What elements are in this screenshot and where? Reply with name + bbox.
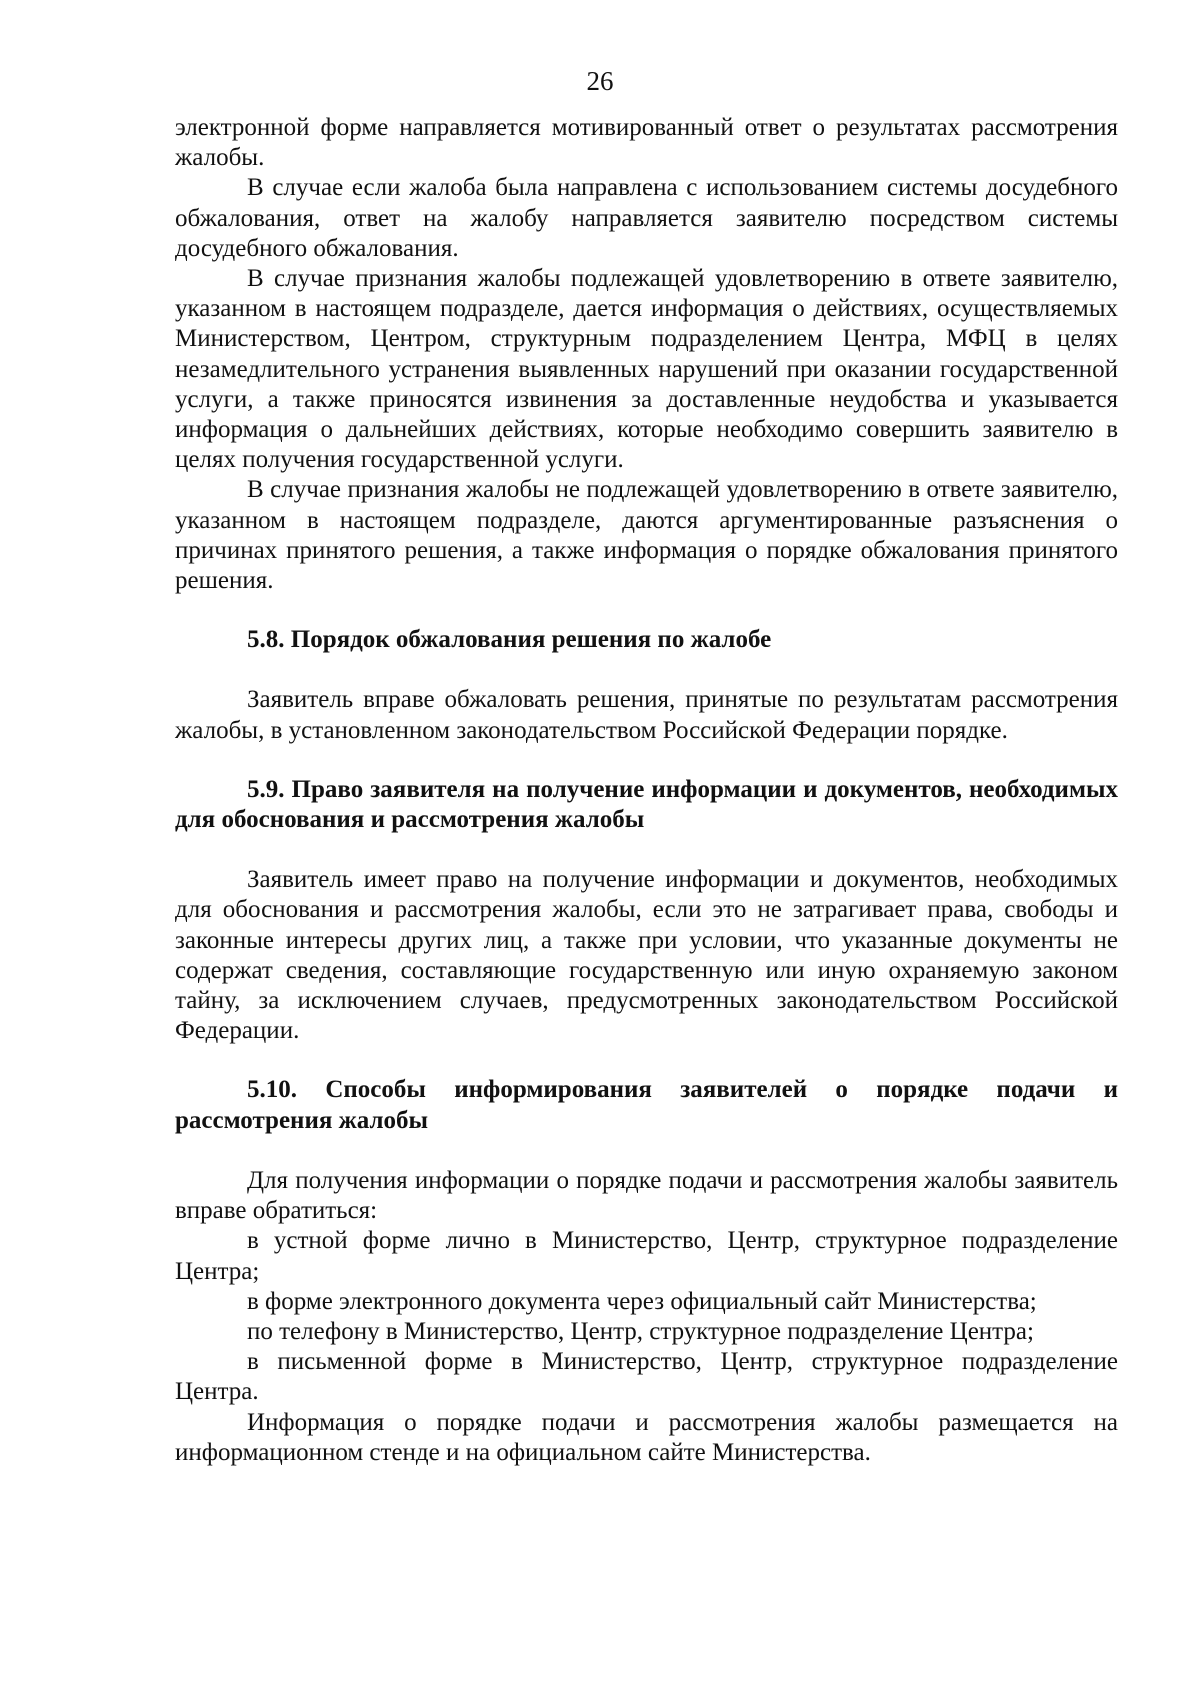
list-item-oral: в устной форме лично в Министерство, Центр, структурное подразделение Центра; xyxy=(175,1227,1118,1285)
paragraph-continuation: электронной форме направляется мотивированный ответ о результатах рассмотрения жалобы. xyxy=(175,114,1118,172)
page-number: 26 xyxy=(586,66,614,96)
section-5-9-body: Заявитель имеет право на получение информации и документов, необходимых для обоснования и рассмотрения жалобы, если это не затрагивает права, свободы и законные интересы других лиц, а также при условии, что указанные документы не содержат сведения, составляющие государственную или иную охраняемую законом тайну, за исключением случаев, предусмотренных законодательством Российской Федерации. xyxy=(175,866,1118,1045)
paragraph-complaint-system: В случае если жалоба была направлена с использованием системы досудебного обжалования, ответ на жалобу направляется заявителю посредством системы досудебного обжалования. xyxy=(175,174,1118,262)
paragraph-complaint-satisfied: В случае признания жалобы подлежащей удовлетворению в ответе заявителю, указанном в настоящем подразделе, дается информация о действиях, осуществляемых Министерством, Центром, структурным подразделением Центра, МФЦ в целях незамедлительного устранения выявленных нарушений при оказании государственной услуги, а также приносятся извинения за доставленные неудобства и указывается информация о дальнейших действиях, которые необходимо совершить заявителю в целях получения государственной услуги. xyxy=(175,265,1118,474)
section-5-10-intro: Для получения информации о порядке подачи и рассмотрения жалобы заявитель вправе обратиться: xyxy=(175,1166,1118,1225)
document-body xyxy=(175,113,1118,1468)
paragraph-complaint-rejected: В случае признания жалобы не подлежащей удовлетворению в ответе заявителю, указанном в настоящем подразделе, даются аргументированные разъяснения о причинах принятого решения, а также информация о порядке обжалования принятого решения. xyxy=(175,476,1118,595)
section-heading-5-10: 5.10. Способы информирования заявителей о порядке подачи и рассмотрения жалобы xyxy=(175,1076,1118,1134)
section-heading-5-9: 5.9. Право заявителя на получение информации и документов, необходимых для обоснования и рассмотрения жалобы xyxy=(175,775,1118,834)
list-item-written: в письменной форме в Министерство, Центр, структурное подразделение Центра. xyxy=(175,1348,1118,1406)
list-item-phone: по телефону в Министерство, Центр, структурное подразделение Центра; xyxy=(247,1317,1034,1345)
list-item-electronic: в форме электронного документа через официальный сайт Министерства; xyxy=(247,1287,1037,1315)
section-5-10-closing: Информация о порядке подачи и рассмотрения жалобы размещается на информационном стенде и на официальном сайте Министерства. xyxy=(175,1408,1118,1466)
section-heading-5-8: 5.8. Порядок обжалования решения по жалобе xyxy=(247,626,772,654)
section-5-8-body: Заявитель вправе обжаловать решения, принятые по результатам рассмотрения жалобы, в установленном законодательством Российской Федерации порядке. xyxy=(175,686,1118,744)
